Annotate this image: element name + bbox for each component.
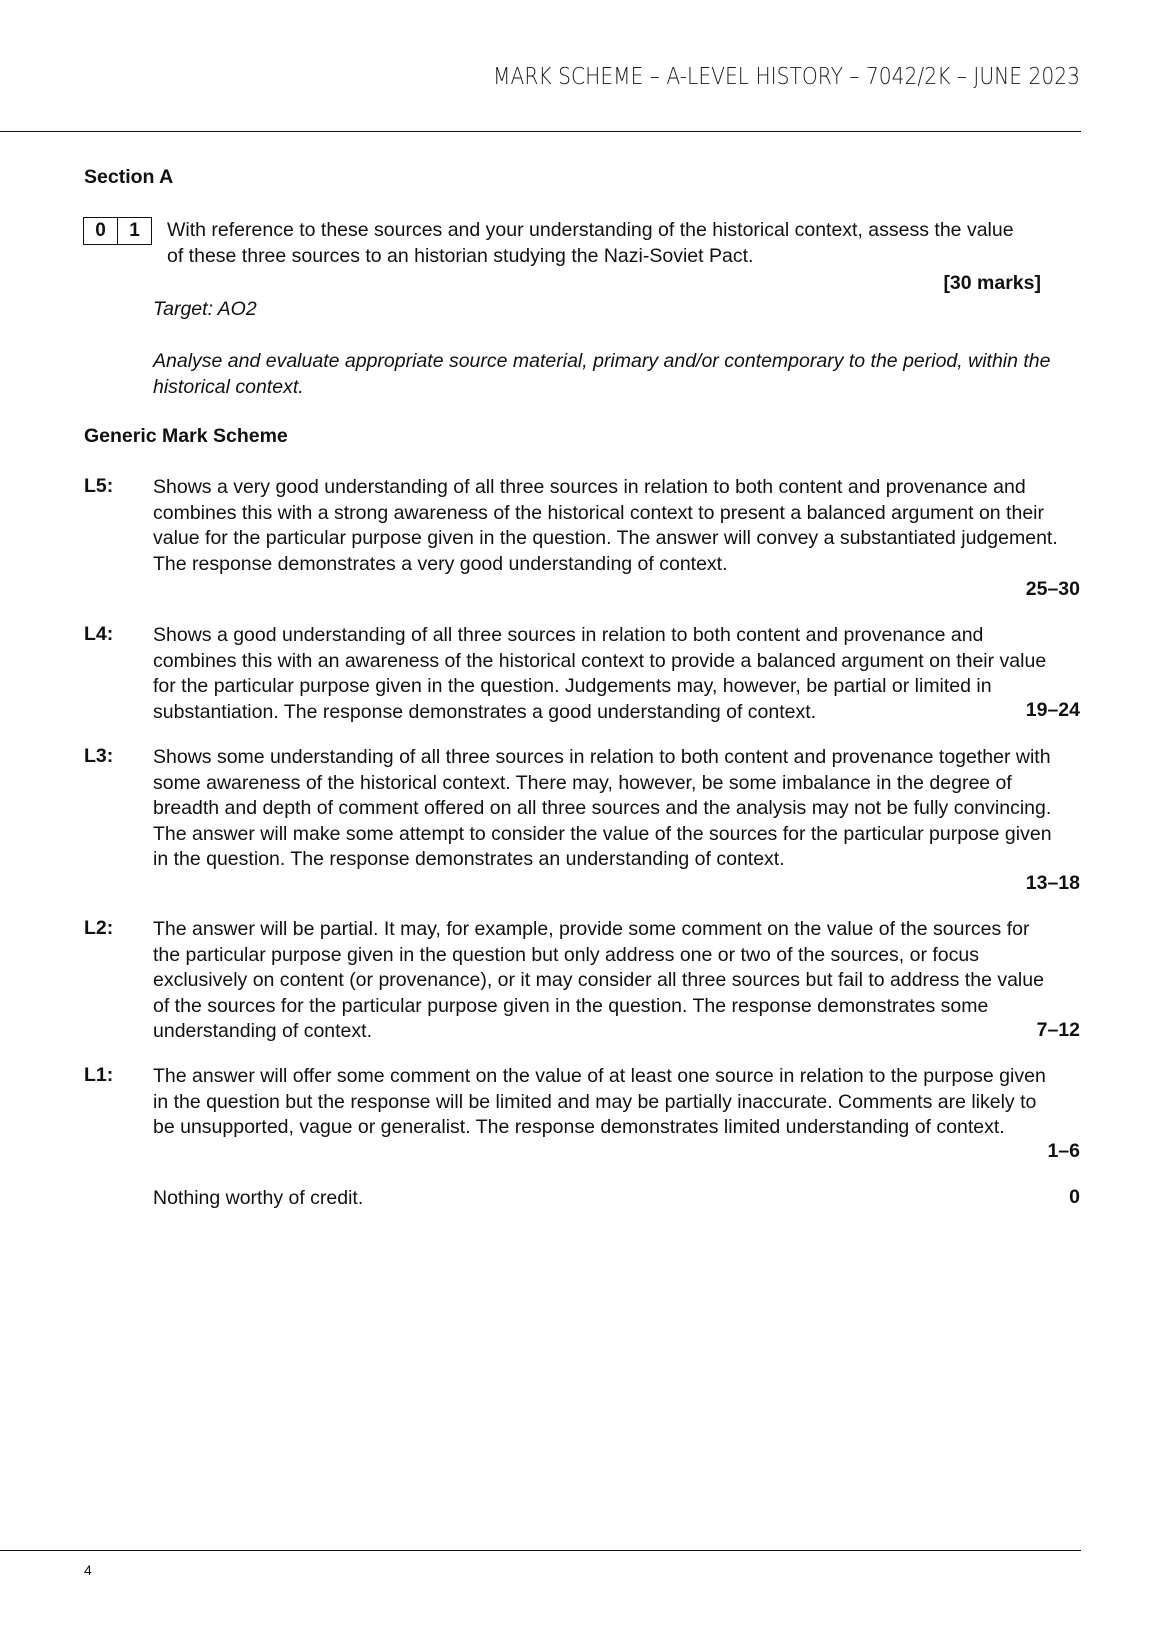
nothing-worthy-text: Nothing worthy of credit. [153, 1187, 364, 1209]
level-description: Shows a good understanding of all three sources in relation to both content and provenance and combines this with an awareness of the historical context to provide a balanced argument on their value for the particular purpose given in the question. Judgements may, however, be partial or limited in substantiation. The response demonstrates a good understanding of context. [153, 624, 1047, 723]
level-label: L1: [84, 1064, 114, 1086]
level-label: L2: [84, 917, 114, 939]
level-description: The answer will offer some comment on the value of at least one source in relation to the purpose given in the question but the response will be limited and may be partially inaccurate. Comments are likely to be unsupported, vague or generalist. The response demonstrates limited understanding of context. [153, 1065, 1046, 1138]
level-marks: 7–12 [1036, 1019, 1080, 1041]
question-number-digit: 1 [117, 218, 151, 244]
level-description: Shows some understanding of all three sources in relation to both content and provenance together with some awareness of the historical context. There may, however, be some imbalance in the degree of breadth and depth of comment offered on all three sources and the analysis may not be fully convincing. The answer will make some attempt to consider the value of the sources for the particular purpose given in the question. The response demonstrates an understanding of context. [153, 746, 1052, 870]
page-number: 4 [84, 1562, 92, 1578]
level-marks: 25–30 [1025, 578, 1080, 600]
generic-mark-scheme-heading: Generic Mark Scheme [84, 425, 288, 447]
footer-divider [0, 1550, 1081, 1551]
question-number-box [83, 217, 152, 245]
level-marks: 19–24 [1025, 699, 1080, 721]
level-description: The answer will be partial. It may, for example, provide some comment on the value of the sources for the particular purpose given in the question but only address one or two of the sources, or focus exclusively on content (or provenance), or it may consider all three sources but fail to address the value of the sources for the particular purpose given in the question. The response demonstrates some understanding of context. [153, 918, 1044, 1042]
level-description: Shows a very good understanding of all three sources in relation to both content and provenance and combines this with a strong awareness of the historical context to present a balanced argument on their value for the particular purpose given in the question. The answer will convey a substantiated judgement. The response demonstrates a very good understanding of context. [153, 476, 1058, 575]
section-heading: Section A [84, 166, 174, 188]
level-marks: 1–6 [1047, 1140, 1080, 1162]
question-number-digit: 0 [95, 220, 106, 241]
target-objective: Target: AO2 [153, 298, 257, 320]
header-divider [0, 131, 1081, 132]
assessment-objective-text: Analyse and evaluate appropriate source material, primary and/or contemporary to the period, within the historical context. [153, 350, 1051, 398]
level-label: L3: [84, 745, 114, 767]
level-label: L4: [84, 623, 114, 645]
level-marks: 13–18 [1025, 872, 1080, 894]
question-text: With reference to these sources and your understanding of the historical context, assess the value of these three sources to an historian studying the Nazi-Soviet Pact. [167, 219, 1014, 267]
level-label: L5: [84, 475, 114, 497]
nothing-worthy-marks: 0 [1069, 1186, 1080, 1208]
document-header-title: MARK SCHEME – A-LEVEL HISTORY – 7042/2K – JUNE 2023 [492, 64, 1080, 90]
question-marks: [30 marks] [943, 272, 1041, 294]
